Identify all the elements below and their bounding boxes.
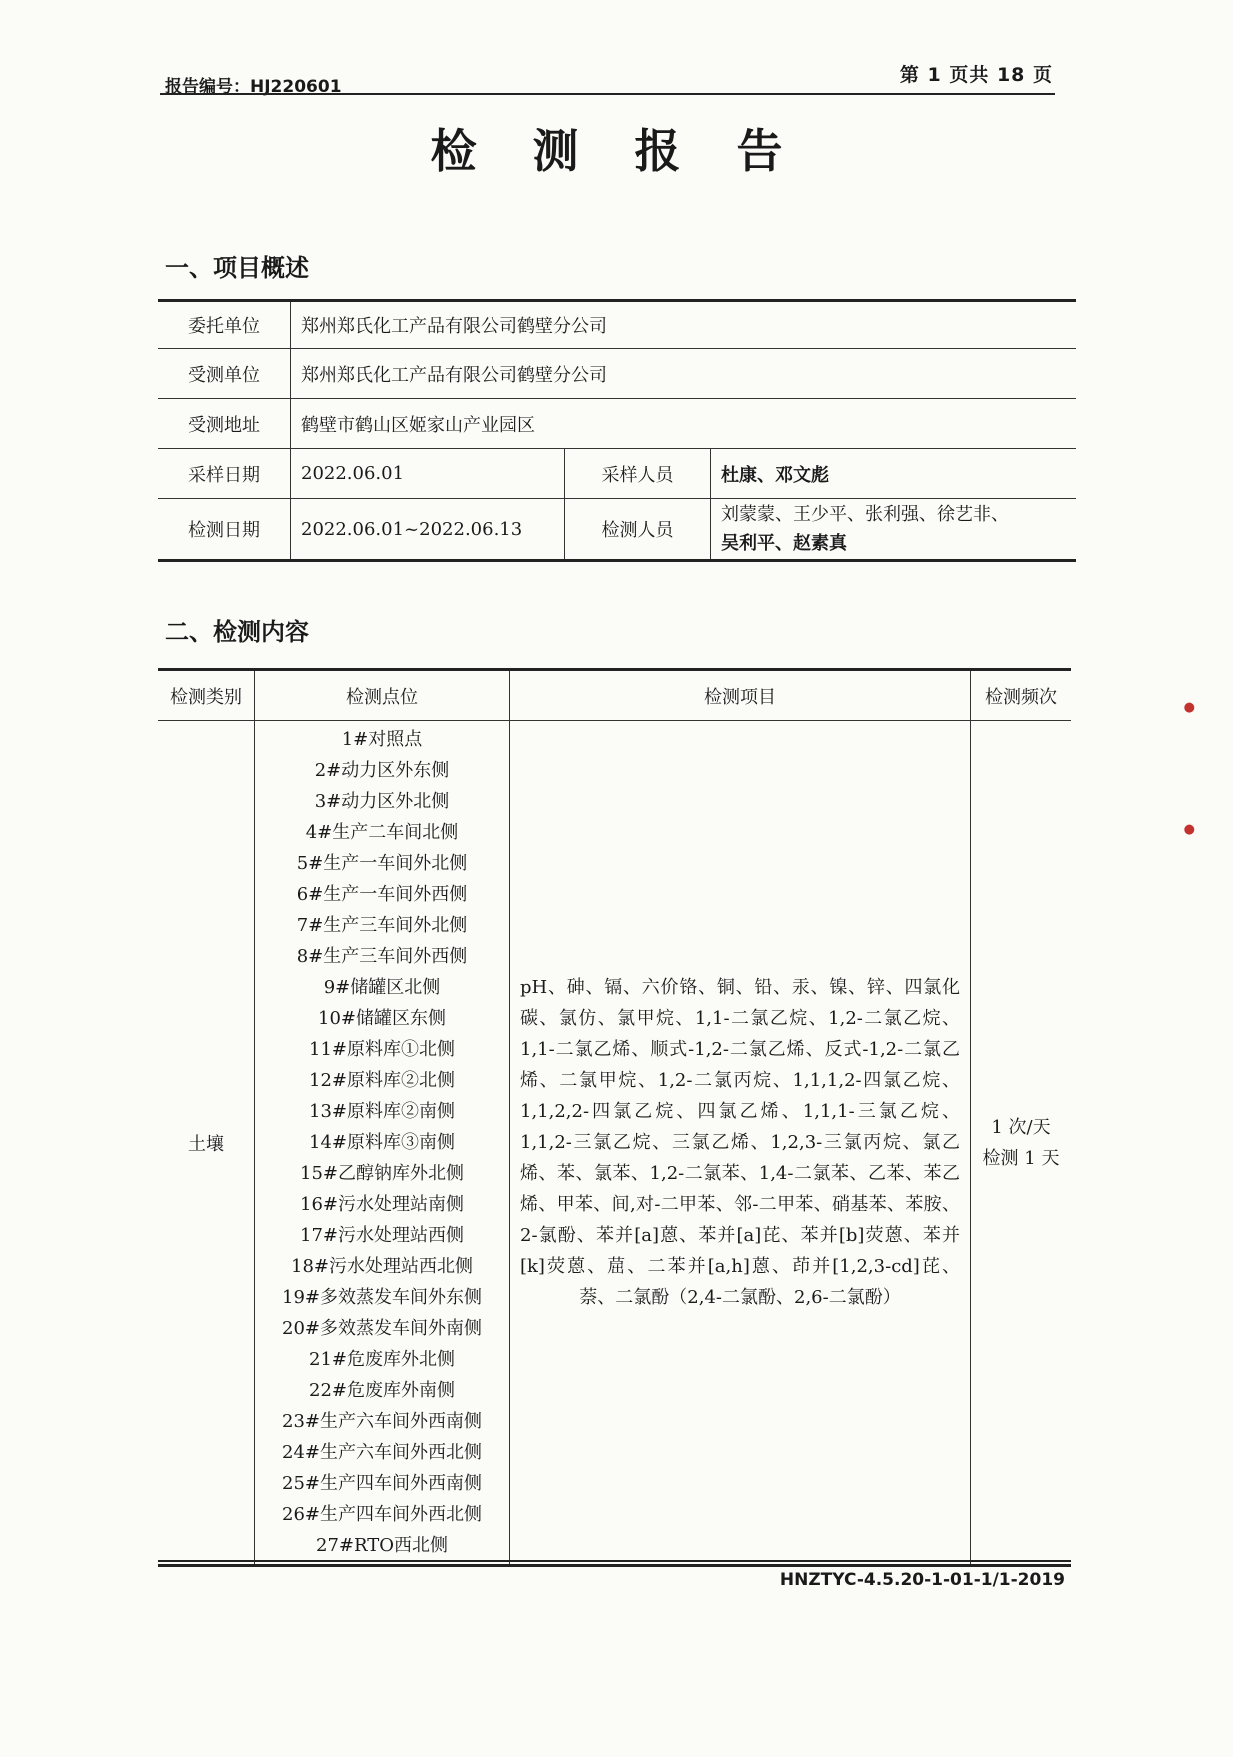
table-header-row xyxy=(158,670,1071,721)
overview-row xyxy=(158,449,1076,499)
testing-date-label: 检测日期 xyxy=(158,499,291,561)
client-label: 委托单位 xyxy=(158,301,291,349)
point-item: 13#原料库②南侧 xyxy=(309,1101,455,1122)
point-item: 14#原料库③南侧 xyxy=(309,1132,455,1153)
point-item: 20#多效蒸发车间外南侧 xyxy=(282,1318,482,1339)
tested-unit-label: 受测单位 xyxy=(158,349,291,399)
address-value: 鹤壁市鹤山区姬家山产业园区 xyxy=(291,399,1077,449)
tested-unit-value: 郑州郑氏化工产品有限公司鹤壁分公司 xyxy=(291,349,1077,399)
col-header-frequency: 检测频次 xyxy=(971,670,1072,721)
point-item: 16#污水处理站南侧 xyxy=(300,1194,464,1215)
point-item: 21#危废库外北侧 xyxy=(309,1349,455,1370)
col-header-points: 检测点位 xyxy=(255,670,510,721)
point-item: 22#危废库外南侧 xyxy=(309,1380,455,1401)
point-item: 1#对照点 xyxy=(341,729,423,750)
point-item: 7#生产三车间外北侧 xyxy=(296,915,468,936)
point-item: 5#生产一车间外北侧 xyxy=(296,853,468,874)
section-heading-content: 二、检测内容 xyxy=(165,618,309,646)
overview-row xyxy=(158,349,1076,399)
overview-row xyxy=(158,499,1076,561)
frequency-line-2: 检测 1 天 xyxy=(982,1147,1060,1169)
seal-fragment: ● xyxy=(1183,822,1195,837)
header-divider xyxy=(160,93,1055,95)
point-item: 23#生产六车间外西南侧 xyxy=(282,1411,482,1432)
seal-fragment: ● xyxy=(1183,700,1195,715)
sampling-date-label: 采样日期 xyxy=(158,449,291,499)
tester-label: 检测人员 xyxy=(565,499,711,561)
tester-value xyxy=(711,499,1077,561)
point-item: 27#RTO西北侧 xyxy=(316,1535,448,1556)
point-item: 12#原料库②北侧 xyxy=(309,1070,455,1091)
tester-line-1: 刘蒙蒙、王少平、张利强、徐艺非、 xyxy=(721,504,1009,525)
point-item: 8#生产三车间外西侧 xyxy=(296,946,468,967)
point-item: 24#生产六车间外西北侧 xyxy=(282,1442,482,1463)
test-content-table xyxy=(158,668,1071,1567)
points-list xyxy=(255,724,509,1561)
frequency-cell xyxy=(971,721,1072,1566)
testing-date-value: 2022.06.01~2022.06.13 xyxy=(291,499,565,561)
report-number: 报告编号：HJ220601 xyxy=(165,77,342,97)
items-cell: pH、砷、镉、六价铬、铜、铅、汞、镍、锌、四氯化碳、氯仿、氯甲烷、1,1-二氯乙烷、1,2-二氯乙烷、1,1-二氯乙烯、顺式-1,2-二氯乙烯、反式-1,2-二氯乙烯、二氯甲烷、1,2-二氯丙烷、1,1,1,2-四氯乙烷、1,1,2,2-四氯乙烷、四氯乙烯、1,1,1-三氯乙烷、1,1,2-三氯乙烷、三氯乙烯、1,2,3-三氯丙烷、氯乙烯、苯、氯苯、1,2-二氯苯、1,4-二氯苯、乙苯、苯乙烯、甲苯、间,对-二甲苯、邻-二甲苯、硝基苯、苯胺、2-氯酚、苯并[a]蒽、苯并[a]芘、苯并[b]荧蒽、苯并[k]荧蒽、䓛、二苯并[a,h]蒽、茚并[1,2,3-cd]芘、萘、二氯酚（2,4-二氯酚、2,6-二氯酚） xyxy=(510,721,971,1566)
point-item: 9#储罐区北侧 xyxy=(323,977,441,998)
report-title: 检 测 报 告 xyxy=(430,124,803,178)
points-cell xyxy=(255,721,510,1566)
frequency-line-1: 1 次/天 xyxy=(991,1116,1051,1138)
overview-row xyxy=(158,301,1076,349)
tester-line-2: 吴利平、赵素真 xyxy=(721,533,847,554)
sampling-date-value: 2022.06.01 xyxy=(291,449,565,499)
point-item: 26#生产四车间外西北侧 xyxy=(282,1504,482,1525)
col-header-items: 检测项目 xyxy=(510,670,971,721)
address-label: 受测地址 xyxy=(158,399,291,449)
table-row xyxy=(158,721,1071,1566)
point-item: 2#动力区外东侧 xyxy=(314,760,450,781)
point-item: 3#动力区外北侧 xyxy=(314,791,450,812)
point-item: 18#污水处理站西北侧 xyxy=(291,1256,473,1277)
section-heading-overview: 一、项目概述 xyxy=(165,254,309,282)
sampler-label: 采样人员 xyxy=(565,449,711,499)
project-overview-table xyxy=(158,299,1076,562)
sampler-value: 杜康、邓文彪 xyxy=(711,449,1077,499)
point-item: 4#生产二车间北侧 xyxy=(305,822,459,843)
col-header-category: 检测类别 xyxy=(158,670,255,721)
category-cell: 土壤 xyxy=(158,721,255,1566)
client-value: 郑州郑氏化工产品有限公司鹤壁分公司 xyxy=(291,301,1077,349)
point-item: 10#储罐区东侧 xyxy=(318,1008,446,1029)
point-item: 17#污水处理站西侧 xyxy=(300,1225,464,1246)
point-item: 6#生产一车间外西侧 xyxy=(296,884,468,905)
overview-row xyxy=(158,399,1076,449)
point-item: 25#生产四车间外西南侧 xyxy=(282,1473,482,1494)
document-code: HNZTYC-4.5.20-1-01-1/1-2019 xyxy=(779,1570,1065,1590)
point-item: 11#原料库①北侧 xyxy=(309,1039,455,1060)
point-item: 19#多效蒸发车间外东侧 xyxy=(282,1287,482,1308)
point-item: 15#乙醇钠库外北侧 xyxy=(300,1163,464,1184)
footer-divider xyxy=(158,1560,1071,1562)
page-info: 第 1 页共 18 页 xyxy=(899,64,1053,86)
